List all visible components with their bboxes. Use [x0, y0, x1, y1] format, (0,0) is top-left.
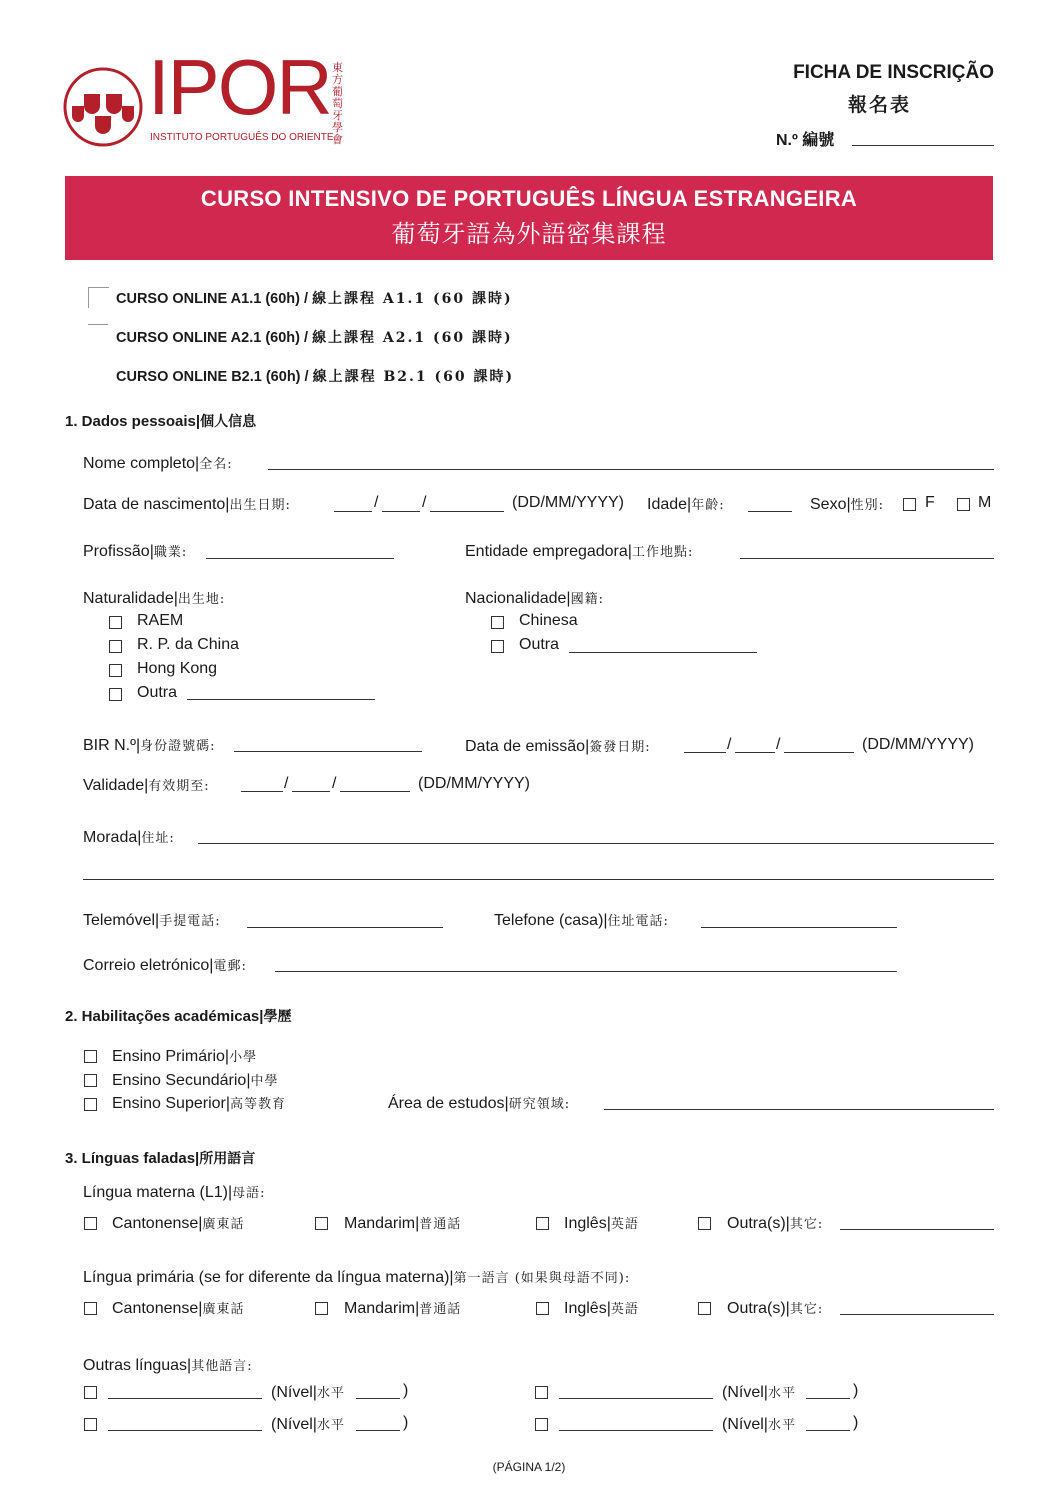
nationality-other-field[interactable] — [569, 652, 757, 653]
label-text: Naturalidade| — [83, 590, 178, 607]
heading-text-zh: 所用語言 — [199, 1151, 256, 1167]
validity-month-field[interactable] — [292, 791, 330, 792]
date-separator: / — [727, 736, 732, 753]
label-text-zh: 母語: — [232, 1186, 266, 1201]
label-text-zh: 水平 — [767, 1386, 796, 1401]
label-text: Inglês| — [564, 1300, 611, 1317]
birthplace-option: Outra — [137, 684, 178, 701]
other-language-1-field[interactable] — [108, 1398, 262, 1399]
label-text-zh: 小學 — [229, 1050, 258, 1065]
issue-month-field[interactable] — [735, 752, 775, 753]
nationality-other-checkbox[interactable] — [491, 640, 504, 653]
education-primary-checkbox[interactable] — [84, 1050, 97, 1063]
age-label — [647, 494, 725, 514]
mobile-field[interactable] — [247, 927, 443, 928]
label-text-zh: 住址: — [141, 831, 175, 846]
mother-other-checkbox[interactable] — [698, 1217, 711, 1230]
label-text-zh: 水平 — [316, 1418, 345, 1433]
label-text: Cantonense| — [112, 1215, 203, 1232]
label-text: Idade| — [647, 496, 692, 513]
course-option-a21 — [116, 327, 513, 347]
study-area-field[interactable] — [604, 1109, 994, 1110]
label-text: (Nível| — [271, 1384, 317, 1401]
logo-vertical-text: 東方葡萄牙學會 — [332, 61, 343, 146]
primary-cantonese-checkbox[interactable] — [84, 1302, 97, 1315]
mother-mandarin-checkbox[interactable] — [315, 1217, 328, 1230]
primary-other-checkbox[interactable] — [698, 1302, 711, 1315]
heading-text-zh: 個人信息 — [200, 414, 257, 430]
label-text-zh: 有效期至: — [148, 779, 210, 794]
level-label — [271, 1382, 345, 1402]
label-text-zh: 普通話 — [419, 1217, 462, 1232]
label-text-zh: 中學 — [250, 1074, 279, 1089]
other-language-2-level-field[interactable] — [806, 1398, 850, 1399]
heading-text-zh: 學歷 — [263, 1009, 292, 1025]
date-separator: / — [374, 494, 379, 511]
label-text: Telefone (casa)| — [494, 912, 608, 929]
form-title-zh: 報名表 — [848, 94, 912, 116]
birthplace-option: Hong Kong — [137, 660, 218, 677]
level-close: ) — [853, 1414, 859, 1431]
label-text: Outras línguas| — [83, 1357, 192, 1374]
address-field-line-2[interactable] — [83, 879, 994, 880]
logo — [62, 43, 362, 152]
primary-english-checkbox[interactable] — [536, 1302, 549, 1315]
course-banner — [65, 176, 993, 260]
other-language-4-field[interactable] — [559, 1430, 713, 1431]
label-text-zh: 年齡: — [691, 498, 725, 513]
label-text-zh: 其他語言: — [191, 1359, 253, 1374]
issue-date-label — [465, 736, 651, 756]
other-language-2-field[interactable] — [559, 1398, 713, 1399]
label-text: Validade| — [83, 777, 149, 794]
label-text-zh: 住址電話: — [607, 914, 669, 929]
birthplace-option: R. P. da China — [137, 636, 239, 653]
banner-title-zh: 葡萄牙語為外語密集課程 — [391, 220, 667, 248]
ipor-emblem-icon — [62, 66, 144, 148]
level-label — [722, 1382, 796, 1402]
level-close: ) — [403, 1414, 409, 1431]
birthplace-option: RAEM — [137, 612, 184, 629]
email-field[interactable] — [275, 971, 897, 972]
birth-date-label — [83, 494, 291, 514]
label-text: Data de nascimento| — [83, 496, 230, 513]
date-format-hint: (DD/MM/YYYY) — [418, 775, 530, 792]
label-text-zh: 身份證號碼: — [140, 739, 216, 754]
label-text: Morada| — [83, 829, 142, 846]
section-education-heading — [65, 1006, 291, 1026]
other-language-1-level-field[interactable] — [356, 1398, 400, 1399]
date-separator: / — [332, 775, 337, 792]
primary-mandarin-checkbox[interactable] — [315, 1302, 328, 1315]
validity-day-field[interactable] — [241, 791, 283, 792]
label-text: Ensino Primário| — [112, 1048, 230, 1065]
label-text-zh: 英語 — [610, 1217, 639, 1232]
language-option — [727, 1213, 823, 1233]
label-text-zh: 水平 — [767, 1418, 796, 1433]
label-text: Nome completo| — [83, 455, 200, 472]
sex-f-checkbox[interactable] — [903, 498, 916, 511]
label-text: (Nível| — [722, 1384, 768, 1401]
label-text-zh: 手提電話: — [159, 914, 221, 929]
education-option — [112, 1046, 257, 1066]
issue-year-field[interactable] — [784, 752, 854, 753]
birthplace-other-field[interactable] — [187, 699, 375, 700]
form-number-label: N.º 編號 — [776, 132, 835, 149]
address-label — [83, 827, 175, 847]
mother-tongue-label — [83, 1182, 266, 1202]
education-option — [112, 1070, 278, 1090]
other-language-4-level-field[interactable] — [806, 1430, 850, 1431]
date-format-hint: (DD/MM/YYYY) — [862, 736, 974, 753]
sex-m-label: M — [978, 494, 992, 511]
label-text-zh: 國籍: — [570, 592, 604, 607]
full-name-field[interactable] — [268, 469, 994, 470]
other-language-1-checkbox[interactable] — [84, 1386, 97, 1399]
label-text-zh: 全名: — [199, 457, 233, 472]
label-text-zh: 性別: — [850, 498, 885, 513]
label-text: BIR N.º| — [83, 737, 141, 754]
label-text: Área de estudos| — [388, 1095, 509, 1112]
validity-year-field[interactable] — [340, 791, 410, 792]
language-option — [564, 1213, 639, 1233]
level-label — [722, 1414, 796, 1434]
sex-m-checkbox[interactable] — [957, 498, 970, 511]
label-text: (Nível| — [722, 1416, 768, 1433]
nationality-label — [465, 588, 604, 608]
employer-label — [465, 541, 693, 561]
heading-text: 3. Línguas faladas| — [65, 1150, 200, 1167]
age-field[interactable] — [748, 511, 792, 512]
label-text-zh: 高等教育 — [230, 1097, 287, 1112]
section-languages-heading — [65, 1148, 255, 1168]
language-option — [344, 1298, 461, 1318]
course-label-zh: 線上課程 A2.1 (60 課時) — [312, 330, 513, 346]
other-language-3-field[interactable] — [108, 1430, 262, 1431]
primary-other-field[interactable] — [840, 1314, 994, 1315]
course-label-zh: 線上課程 A1.1 (60 課時) — [312, 291, 513, 307]
course-option-a11 — [116, 288, 513, 308]
sex-label — [810, 494, 884, 514]
label-text: (Nível| — [271, 1416, 317, 1433]
label-text-zh: 工作地點: — [631, 545, 694, 560]
level-close: ) — [403, 1382, 409, 1399]
mother-english-checkbox[interactable] — [536, 1217, 549, 1230]
mother-cantonese-checkbox[interactable] — [84, 1217, 97, 1230]
label-text: Língua materna (L1)| — [83, 1184, 233, 1201]
other-languages-label — [83, 1355, 253, 1375]
nationality-option: Outra — [519, 636, 560, 653]
label-text: Outra(s)| — [727, 1300, 790, 1317]
birth-year-field[interactable] — [430, 511, 504, 512]
form-title: FICHA DE INSCRIÇÃO — [793, 62, 994, 83]
education-secondary-checkbox[interactable] — [84, 1074, 97, 1087]
label-text: Correio eletrónico| — [83, 957, 214, 974]
date-format-hint: (DD/MM/YYYY) — [512, 494, 624, 511]
label-text: Mandarim| — [344, 1215, 420, 1232]
label-text: Data de emissão| — [465, 738, 590, 755]
label-text: Língua primária (se for diferente da língua materna)| — [83, 1269, 454, 1286]
birthplace-raem-checkbox[interactable] — [109, 616, 122, 629]
label-text-zh: 水平 — [316, 1386, 345, 1401]
label-text-zh: 出生地: — [177, 592, 226, 607]
level-label — [271, 1414, 345, 1434]
language-option — [112, 1213, 244, 1233]
course-label: CURSO ONLINE B2.1 (60h) / — [116, 369, 309, 385]
label-text-zh: 出生日期: — [229, 498, 291, 513]
date-separator: / — [422, 494, 427, 511]
profession-field[interactable] — [206, 558, 394, 559]
language-option — [727, 1298, 823, 1318]
education-option — [112, 1093, 286, 1113]
heading-text: 1. Dados pessoais| — [65, 413, 201, 430]
label-text-zh: 第一語言 (如果與母語不同): — [453, 1271, 631, 1286]
language-option — [344, 1213, 461, 1233]
course-checkbox-a11[interactable] — [88, 287, 109, 308]
banner-title: CURSO INTENSIVO DE PORTUGUÊS LÍNGUA ESTRANGEIRA — [200, 186, 858, 211]
bir-label — [83, 735, 216, 755]
education-higher-checkbox[interactable] — [84, 1098, 97, 1111]
course-label-zh: 線上課程 B2.1 (60 課時) — [312, 369, 515, 385]
full-name-label — [83, 453, 233, 473]
label-text: Telemóvel| — [83, 912, 160, 929]
label-text: Sexo| — [810, 496, 851, 513]
section-personal-heading — [65, 411, 256, 431]
label-text: Ensino Secundário| — [112, 1072, 251, 1089]
address-field-line-1[interactable] — [198, 843, 994, 844]
home-phone-label — [494, 910, 669, 930]
birth-month-field[interactable] — [382, 511, 420, 512]
issue-day-field[interactable] — [684, 752, 726, 753]
birthplace-label — [83, 588, 225, 608]
label-text-zh: 簽發日期: — [589, 740, 651, 755]
other-language-3-level-field[interactable] — [356, 1430, 400, 1431]
validity-label — [83, 775, 210, 795]
label-text: Cantonense| — [112, 1300, 203, 1317]
study-area-label — [388, 1093, 570, 1113]
course-label: CURSO ONLINE A2.1 (60h) / — [116, 330, 309, 346]
language-option — [564, 1298, 639, 1318]
language-option — [112, 1298, 244, 1318]
level-close: ) — [853, 1382, 859, 1399]
label-text: Inglês| — [564, 1215, 611, 1232]
birth-day-field[interactable] — [334, 511, 372, 512]
label-text-zh: 電郵: — [213, 959, 247, 974]
profession-label — [83, 541, 187, 561]
birthplace-other-checkbox[interactable] — [109, 688, 122, 701]
date-separator: / — [284, 775, 289, 792]
date-separator: / — [776, 736, 781, 753]
mobile-label — [83, 910, 221, 930]
label-text-zh: 英語 — [610, 1302, 639, 1317]
birthplace-china-checkbox[interactable] — [109, 640, 122, 653]
logo-subtitle: INSTITUTO PORTUGUÊS DO ORIENTE — [150, 132, 334, 143]
label-text-zh: 研究領域: — [508, 1097, 571, 1112]
label-text-zh: 職業: — [153, 545, 188, 560]
label-text: Nacionalidade| — [465, 590, 571, 607]
label-text-zh: 廣東話 — [202, 1302, 245, 1317]
course-label: CURSO ONLINE A1.1 (60h) / — [116, 291, 309, 307]
page-number: (PÁGINA 1/2) — [492, 1460, 566, 1474]
other-language-4-checkbox[interactable] — [535, 1418, 548, 1431]
nationality-option: Chinesa — [519, 612, 578, 629]
label-text-zh: 其它: — [789, 1302, 824, 1317]
label-text: Outra(s)| — [727, 1215, 790, 1232]
logo-name: IPOR — [148, 43, 331, 131]
sex-f-label: F — [925, 494, 935, 511]
other-language-3-checkbox[interactable] — [84, 1418, 97, 1431]
course-checkbox-a21[interactable] — [88, 324, 108, 328]
other-language-2-checkbox[interactable] — [535, 1386, 548, 1399]
label-text-zh: 普通話 — [419, 1302, 462, 1317]
label-text: Profissão| — [83, 543, 154, 560]
label-text-zh: 其它: — [789, 1217, 824, 1232]
primary-language-label — [83, 1267, 630, 1287]
course-option-b21[interactable] — [116, 366, 514, 386]
heading-text: 2. Habilitações académicas| — [65, 1008, 264, 1025]
home-phone-field[interactable] — [701, 927, 897, 928]
employer-field[interactable] — [740, 558, 994, 559]
label-text-zh: 廣東話 — [202, 1217, 245, 1232]
email-label — [83, 955, 247, 975]
nationality-chinese-checkbox[interactable] — [491, 616, 504, 629]
birthplace-hongkong-checkbox[interactable] — [109, 664, 122, 677]
bir-field[interactable] — [234, 751, 422, 752]
label-text: Ensino Superior| — [112, 1095, 230, 1112]
label-text: Mandarim| — [344, 1300, 420, 1317]
form-number-field[interactable] — [852, 145, 994, 146]
label-text: Entidade empregadora| — [465, 543, 632, 560]
mother-other-field[interactable] — [840, 1229, 994, 1230]
